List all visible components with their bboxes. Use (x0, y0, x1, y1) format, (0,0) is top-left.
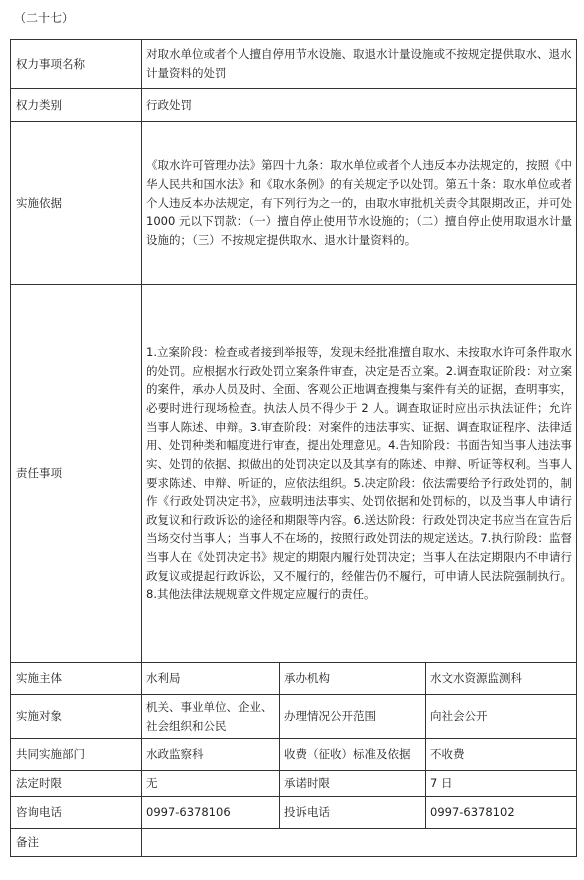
value-fee: 不收费 (426, 739, 577, 771)
row-phone (11, 797, 577, 829)
value-office: 水文水资源监测科 (426, 663, 577, 695)
row-item-name (11, 40, 577, 89)
row-dept (11, 739, 577, 771)
row-remark (11, 829, 577, 857)
row-duty (11, 285, 577, 663)
label-joint-dept: 共同实施部门 (11, 739, 142, 771)
label-office: 承办机构 (280, 663, 426, 695)
label-item-name: 权力事项名称 (11, 40, 142, 89)
value-remark (142, 829, 577, 857)
value-subject: 水利局 (142, 663, 280, 695)
row-limit (11, 771, 577, 797)
value-category: 行政处罚 (142, 89, 577, 122)
label-remark: 备注 (11, 829, 142, 857)
label-disclosure-scope: 办理情况公开范围 (280, 695, 426, 739)
value-legal-limit: 无 (142, 771, 280, 797)
value-item-name: 对取水单位或者个人擅自停用节水设施、取退水计量设施或不按规定提供取水、退水计量资料的处罚 (142, 40, 577, 89)
label-fee: 收费（征收）标准及依据 (280, 739, 426, 771)
value-basis: 《取水许可管理办法》第四十九条：取水单位或者个人违反本办法规定的，按照《中华人民共和国水法》和《取水条例》的有关规定予以处罚。第五十条：取水单位或者个人违反本办法规定，有下列行为之一的，由取水审批机关责令其限期改正，并可处 1000 元以下罚款：（一）擅自停止使用节水设施的；（二）擅自停止使用取退水计量设施的；（三）不按规定提供取水、退水计量资料的。 (142, 122, 577, 285)
row-category (11, 89, 577, 122)
section-heading: （二十七） (14, 11, 75, 25)
label-legal-limit: 法定时限 (11, 771, 142, 797)
value-target: 机关、事业单位、企业、社会组织和公民 (142, 695, 280, 739)
row-basis (11, 122, 577, 285)
row-subject (11, 663, 577, 695)
row-target (11, 695, 577, 739)
value-duty: 1.立案阶段：检查或者接到举报等，发现未经批准擅自取水、未按取水许可条件取水的处罚。应根据水行政处罚立案条件审查，决定是否立案。2.调查取证阶段：对立案的案件，承办人员及时、全面、客观公正地调查搜集与案件有关的证据，查明事实，必要时进行现场检查。执法人员不得少于 2 人。调查取证时应出示执法证件；允许当事人陈述、申辩。3.审查阶段：对案件的违法事实、证据、调查取证程序、法律适用、处罚种类和幅度进行审查，提出处理意见。4.告知阶段：书面告知当事人违法事实、处罚的依据、拟做出的处罚决定以及其享有的陈述、申辩、听证等权利。当事人要求陈述、申辩、听证的，应依法组织。5.决定阶段：依法需要给予行政处罚的，制作《行政处罚决定书》，应载明违法事实、处罚依据和处罚标的，以及当事人申请行政复议和行政诉讼的途径和期限等内容。6.送达阶段：行政处罚决定书应当在宣告后当场交付当事人；当事人不在场的，按照行政处罚法的规定送达。7.执行阶段：监督当事人在《处罚决定书》规定的期限内履行处罚决定；当事人在法定期限内不申请行政复议或提起行政诉讼，又不履行的，经催告仍不履行，可申请人民法院强制执行。8.其他法律法规规章文件规定应履行的责任。 (142, 285, 577, 663)
value-joint-dept: 水政监察科 (142, 739, 280, 771)
label-target: 实施对象 (11, 695, 142, 739)
value-consult-phone: 0997-6378106 (142, 797, 280, 829)
label-promised-limit: 承诺时限 (280, 771, 426, 797)
power-item-table (10, 39, 577, 857)
label-consult-phone: 咨询电话 (11, 797, 142, 829)
value-disclosure-scope: 向社会公开 (426, 695, 577, 739)
label-category: 权力类别 (11, 89, 142, 122)
value-promised-limit: 7 日 (426, 771, 577, 797)
label-complaint-phone: 投诉电话 (280, 797, 426, 829)
label-duty: 责任事项 (11, 285, 142, 663)
label-subject: 实施主体 (11, 663, 142, 695)
value-complaint-phone: 0997-6378102 (426, 797, 577, 829)
label-basis: 实施依据 (11, 122, 142, 285)
